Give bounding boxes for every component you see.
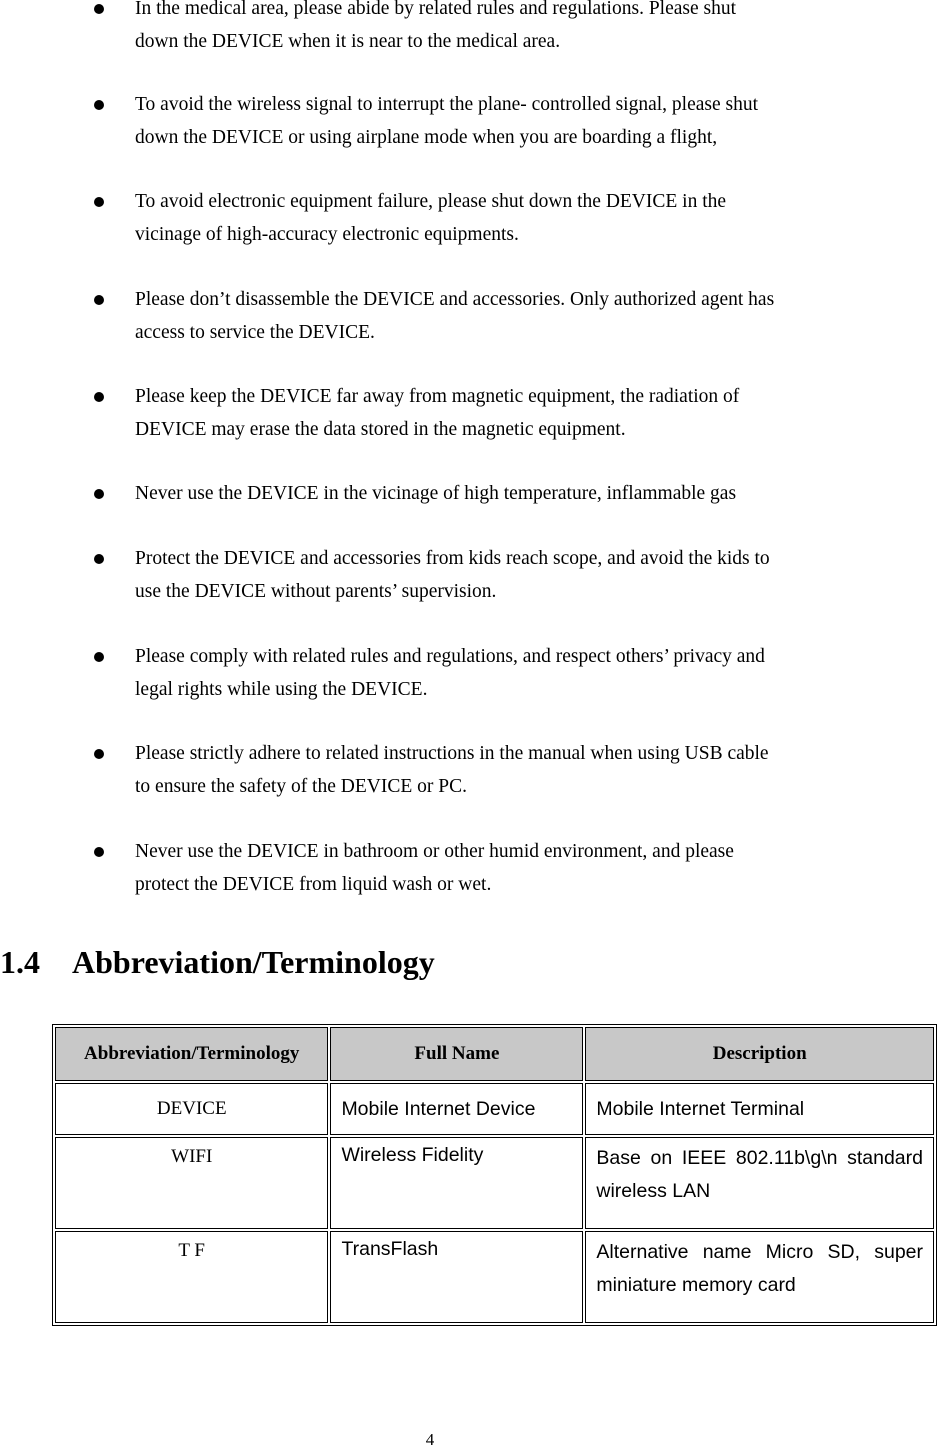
bullet-dot-icon	[94, 197, 104, 207]
terminology-table	[52, 1024, 937, 1326]
full-name-cell: TransFlash	[330, 1231, 583, 1323]
bullet-dot-icon	[94, 4, 104, 14]
abbreviation-cell: WIFI	[55, 1137, 328, 1229]
bullet-text: Please strictly adhere to related instructions in the manual when using USB cable to ensure the safety of the DEVICE or PC.	[135, 743, 769, 797]
bullet-dot-icon	[94, 489, 104, 499]
bullet-text: To avoid the wireless signal to interrupt the plane- controlled signal, please shut down the DEVICE or using airplane mode when you are boarding a flight,	[135, 94, 759, 148]
bullet-text: In the medical area, please abide by related rules and regulations. Please shut down the DEVICE when it is near to the medical area.	[135, 0, 737, 52]
bullet-dot-icon	[94, 847, 104, 857]
bullet-dot-icon	[94, 554, 104, 564]
table-header-row	[55, 1027, 934, 1081]
bullet-text: Please keep the DEVICE far away from magnetic equipment, the radiation of DEVICE may erase the data stored in the magnetic equipment.	[135, 386, 740, 440]
bullet-text: Please comply with related rules and regulations, and respect others’ privacy and legal rights while using the DEVICE.	[135, 646, 765, 700]
description-cell: Base on IEEE 802.11b\g\n standard wireless LAN	[585, 1137, 934, 1229]
bullet-dot-icon	[94, 392, 104, 402]
section-number: 1.4	[0, 944, 40, 980]
description-cell: Alternative name Micro SD, super miniature memory card	[585, 1231, 934, 1323]
bullet-dot-icon	[94, 100, 104, 110]
header-abbreviation: Abbreviation/Terminology	[55, 1027, 328, 1081]
bullet-dot-icon	[94, 652, 104, 662]
abbreviation-cell: DEVICE	[55, 1083, 328, 1135]
full-name-cell: Wireless Fidelity	[330, 1137, 583, 1229]
bullet-text: To avoid electronic equipment failure, please shut down the DEVICE in the vicinage of high-accuracy electronic equipments.	[135, 191, 727, 245]
header-description: Description	[585, 1027, 934, 1081]
bullet-text: Never use the DEVICE in the vicinage of high temperature, inflammable gas	[135, 483, 737, 504]
table-row	[55, 1083, 934, 1135]
page-number: 4	[425, 1430, 435, 1449]
bullet-text: Never use the DEVICE in bathroom or other humid environment, and please protect the DEVICE from liquid wash or wet.	[135, 841, 734, 895]
full-name-cell: Mobile Internet Device	[330, 1083, 583, 1135]
bullet-text: Protect the DEVICE and accessories from kids reach scope, and avoid the kids to use the DEVICE without parents’ supervision.	[135, 548, 770, 602]
bullet-dot-icon	[94, 749, 104, 759]
table-row	[55, 1231, 934, 1323]
abbreviation-cell: T F	[55, 1231, 328, 1323]
description-cell: Mobile Internet Terminal	[585, 1083, 934, 1135]
bullet-dot-icon	[94, 295, 104, 305]
section-heading	[0, 940, 435, 984]
bullet-text: Please don’t disassemble the DEVICE and accessories. Only authorized agent has access to service the DEVICE.	[135, 289, 775, 343]
table-row	[55, 1137, 934, 1229]
header-full-name: Full Name	[330, 1027, 583, 1081]
section-title: Abbreviation/Terminology	[72, 944, 435, 980]
